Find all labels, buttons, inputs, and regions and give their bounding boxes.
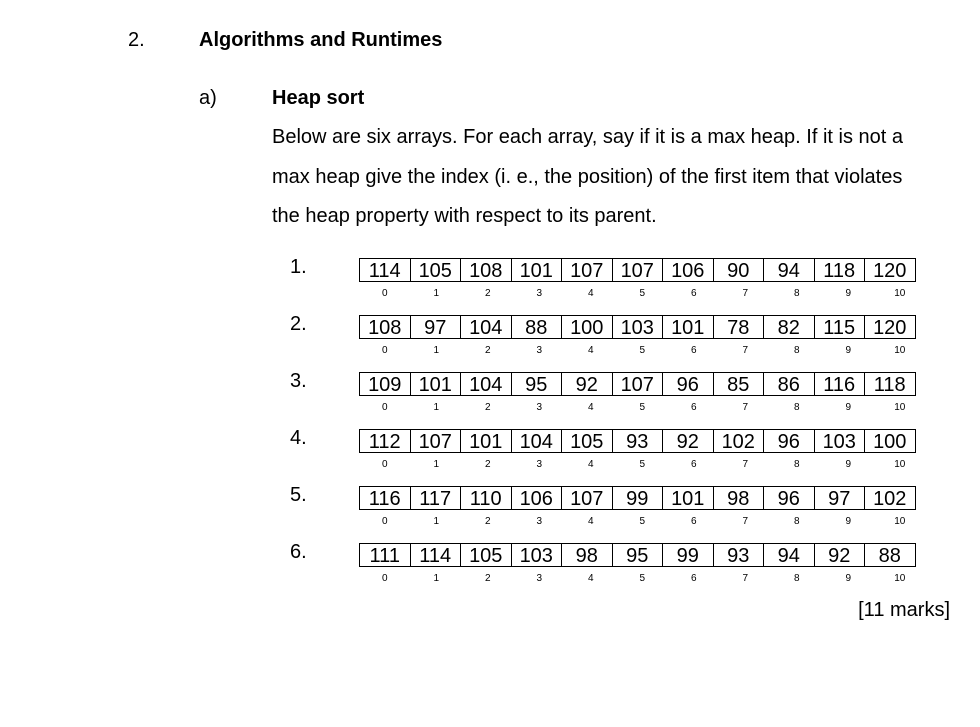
index-label: 9 — [845, 573, 852, 584]
array-cell: 109 — [360, 372, 411, 396]
array-cell: 118 — [865, 372, 916, 396]
index-label: 3 — [536, 288, 543, 299]
array-cell: 100 — [562, 315, 613, 339]
index-label: 8 — [793, 573, 800, 584]
index-label: 10 — [894, 345, 906, 356]
array-cell: 107 — [613, 372, 664, 396]
index-label: 3 — [536, 402, 543, 413]
array-cell: 85 — [714, 372, 765, 396]
array-cell: 99 — [613, 486, 664, 510]
index-label: 4 — [587, 345, 594, 356]
array-label: 5. — [290, 484, 307, 506]
instruction-line: the heap property with respect to its parent. — [272, 205, 657, 227]
array-cell: 120 — [865, 315, 916, 339]
array-cells — [359, 258, 916, 282]
index-label: 0 — [381, 288, 388, 299]
array-cell: 92 — [562, 372, 613, 396]
array-cell: 104 — [461, 315, 512, 339]
array-cell: 116 — [360, 486, 411, 510]
index-label: 5 — [639, 345, 646, 356]
array-cell: 114 — [411, 543, 462, 567]
array-cell: 111 — [360, 543, 411, 567]
array-cell: 101 — [461, 429, 512, 453]
array-cell: 88 — [865, 543, 916, 567]
index-label: 1 — [433, 345, 440, 356]
index-label: 0 — [381, 573, 388, 584]
index-label: 1 — [433, 402, 440, 413]
index-row — [359, 288, 926, 299]
marks-label: [11 marks] — [858, 599, 950, 621]
index-label: 1 — [433, 459, 440, 470]
array-cell: 93 — [714, 543, 765, 567]
array-cell: 82 — [764, 315, 815, 339]
array-cells — [359, 543, 916, 567]
array-cell: 117 — [411, 486, 462, 510]
index-label: 8 — [793, 516, 800, 527]
index-label: 10 — [894, 288, 906, 299]
index-label: 9 — [845, 288, 852, 299]
array-cell: 102 — [865, 486, 916, 510]
array-cell: 100 — [865, 429, 916, 453]
index-label: 9 — [845, 345, 852, 356]
index-label: 3 — [536, 516, 543, 527]
instruction-line: max heap give the index (i. e., the position) of the first item that violates — [272, 165, 903, 188]
index-label: 9 — [845, 516, 852, 527]
array-cell: 101 — [663, 486, 714, 510]
array-cell: 118 — [815, 258, 866, 282]
index-label: 2 — [484, 459, 491, 470]
array-cell: 96 — [663, 372, 714, 396]
index-label: 2 — [484, 516, 491, 527]
array-cell: 97 — [815, 486, 866, 510]
array-cell: 120 — [865, 258, 916, 282]
question-number: 2. — [128, 29, 145, 51]
array-cells — [359, 372, 916, 396]
index-label: 5 — [639, 516, 646, 527]
array-cell: 78 — [714, 315, 765, 339]
instructions — [272, 118, 962, 237]
instruction-line: Below are six arrays. For each array, say if it is a max heap. If it is not a — [272, 126, 903, 148]
index-label: 0 — [381, 402, 388, 413]
array-cells — [359, 429, 916, 453]
array-cells — [359, 486, 916, 510]
array-cell: 107 — [562, 258, 613, 282]
array-cell: 88 — [512, 315, 563, 339]
index-label: 4 — [587, 288, 594, 299]
array-label: 1. — [290, 256, 307, 278]
index-label: 4 — [587, 402, 594, 413]
index-label: 8 — [793, 288, 800, 299]
index-label: 1 — [433, 516, 440, 527]
index-label: 7 — [742, 459, 749, 470]
array-cell: 93 — [613, 429, 664, 453]
index-label: 1 — [433, 288, 440, 299]
array-label: 2. — [290, 313, 307, 335]
index-label: 2 — [484, 288, 491, 299]
array-cell: 115 — [815, 315, 866, 339]
array-cell: 98 — [714, 486, 765, 510]
index-label: 5 — [639, 573, 646, 584]
index-label: 0 — [381, 516, 388, 527]
index-row — [359, 402, 926, 413]
index-label: 8 — [793, 345, 800, 356]
array-cell: 101 — [512, 258, 563, 282]
array-cell: 95 — [613, 543, 664, 567]
array-cell: 108 — [461, 258, 512, 282]
array-label: 6. — [290, 541, 307, 563]
index-label: 3 — [536, 573, 543, 584]
array-cell: 106 — [663, 258, 714, 282]
index-label: 5 — [639, 288, 646, 299]
array-cell: 103 — [815, 429, 866, 453]
array-cell: 107 — [613, 258, 664, 282]
index-label: 4 — [587, 516, 594, 527]
index-label: 5 — [639, 459, 646, 470]
index-row — [359, 516, 926, 527]
array-cell: 96 — [764, 486, 815, 510]
index-label: 6 — [690, 516, 697, 527]
array-cell: 107 — [411, 429, 462, 453]
array-cell: 105 — [461, 543, 512, 567]
part-title: Heap sort — [272, 87, 365, 109]
array-cell: 105 — [562, 429, 613, 453]
array-cell: 94 — [764, 258, 815, 282]
index-label: 0 — [381, 345, 388, 356]
array-cell: 90 — [714, 258, 765, 282]
index-label: 6 — [690, 573, 697, 584]
array-cell: 116 — [815, 372, 866, 396]
array-cell: 103 — [613, 315, 664, 339]
array-cell: 102 — [714, 429, 765, 453]
index-label: 7 — [742, 345, 749, 356]
index-label: 6 — [690, 459, 697, 470]
index-label: 10 — [894, 459, 906, 470]
index-label: 10 — [894, 573, 906, 584]
index-label: 7 — [742, 516, 749, 527]
question-title: Algorithms and Runtimes — [199, 29, 443, 51]
array-cell: 94 — [764, 543, 815, 567]
index-label: 2 — [484, 573, 491, 584]
array-cell: 114 — [360, 258, 411, 282]
index-label: 8 — [793, 402, 800, 413]
array-cell: 112 — [360, 429, 411, 453]
index-label: 1 — [433, 573, 440, 584]
index-row — [359, 573, 926, 584]
array-cell: 101 — [411, 372, 462, 396]
index-label: 9 — [845, 402, 852, 413]
array-cell: 99 — [663, 543, 714, 567]
array-cell: 110 — [461, 486, 512, 510]
index-label: 8 — [793, 459, 800, 470]
index-row — [359, 345, 926, 356]
array-cell: 92 — [663, 429, 714, 453]
array-cell: 107 — [562, 486, 613, 510]
array-cell: 98 — [562, 543, 613, 567]
index-label: 4 — [587, 573, 594, 584]
index-label: 6 — [690, 288, 697, 299]
array-cell: 101 — [663, 315, 714, 339]
array-cells — [359, 315, 916, 339]
index-label: 3 — [536, 459, 543, 470]
array-cell: 106 — [512, 486, 563, 510]
array-cell: 104 — [461, 372, 512, 396]
array-cell: 108 — [360, 315, 411, 339]
index-label: 3 — [536, 345, 543, 356]
array-cell: 104 — [512, 429, 563, 453]
array-cell: 92 — [815, 543, 866, 567]
index-label: 2 — [484, 345, 491, 356]
array-cell: 97 — [411, 315, 462, 339]
index-label: 6 — [690, 345, 697, 356]
index-label: 7 — [742, 288, 749, 299]
array-cell: 103 — [512, 543, 563, 567]
index-row — [359, 459, 926, 470]
array-cell: 86 — [764, 372, 815, 396]
array-cell: 105 — [411, 258, 462, 282]
index-label: 10 — [894, 516, 906, 527]
index-label: 2 — [484, 402, 491, 413]
array-cell: 96 — [764, 429, 815, 453]
index-label: 5 — [639, 402, 646, 413]
index-label: 6 — [690, 402, 697, 413]
part-label: a) — [199, 87, 217, 109]
array-cell: 95 — [512, 372, 563, 396]
index-label: 7 — [742, 573, 749, 584]
array-label: 4. — [290, 427, 307, 449]
index-label: 7 — [742, 402, 749, 413]
array-label: 3. — [290, 370, 307, 392]
index-label: 0 — [381, 459, 388, 470]
index-label: 4 — [587, 459, 594, 470]
index-label: 10 — [894, 402, 906, 413]
index-label: 9 — [845, 459, 852, 470]
